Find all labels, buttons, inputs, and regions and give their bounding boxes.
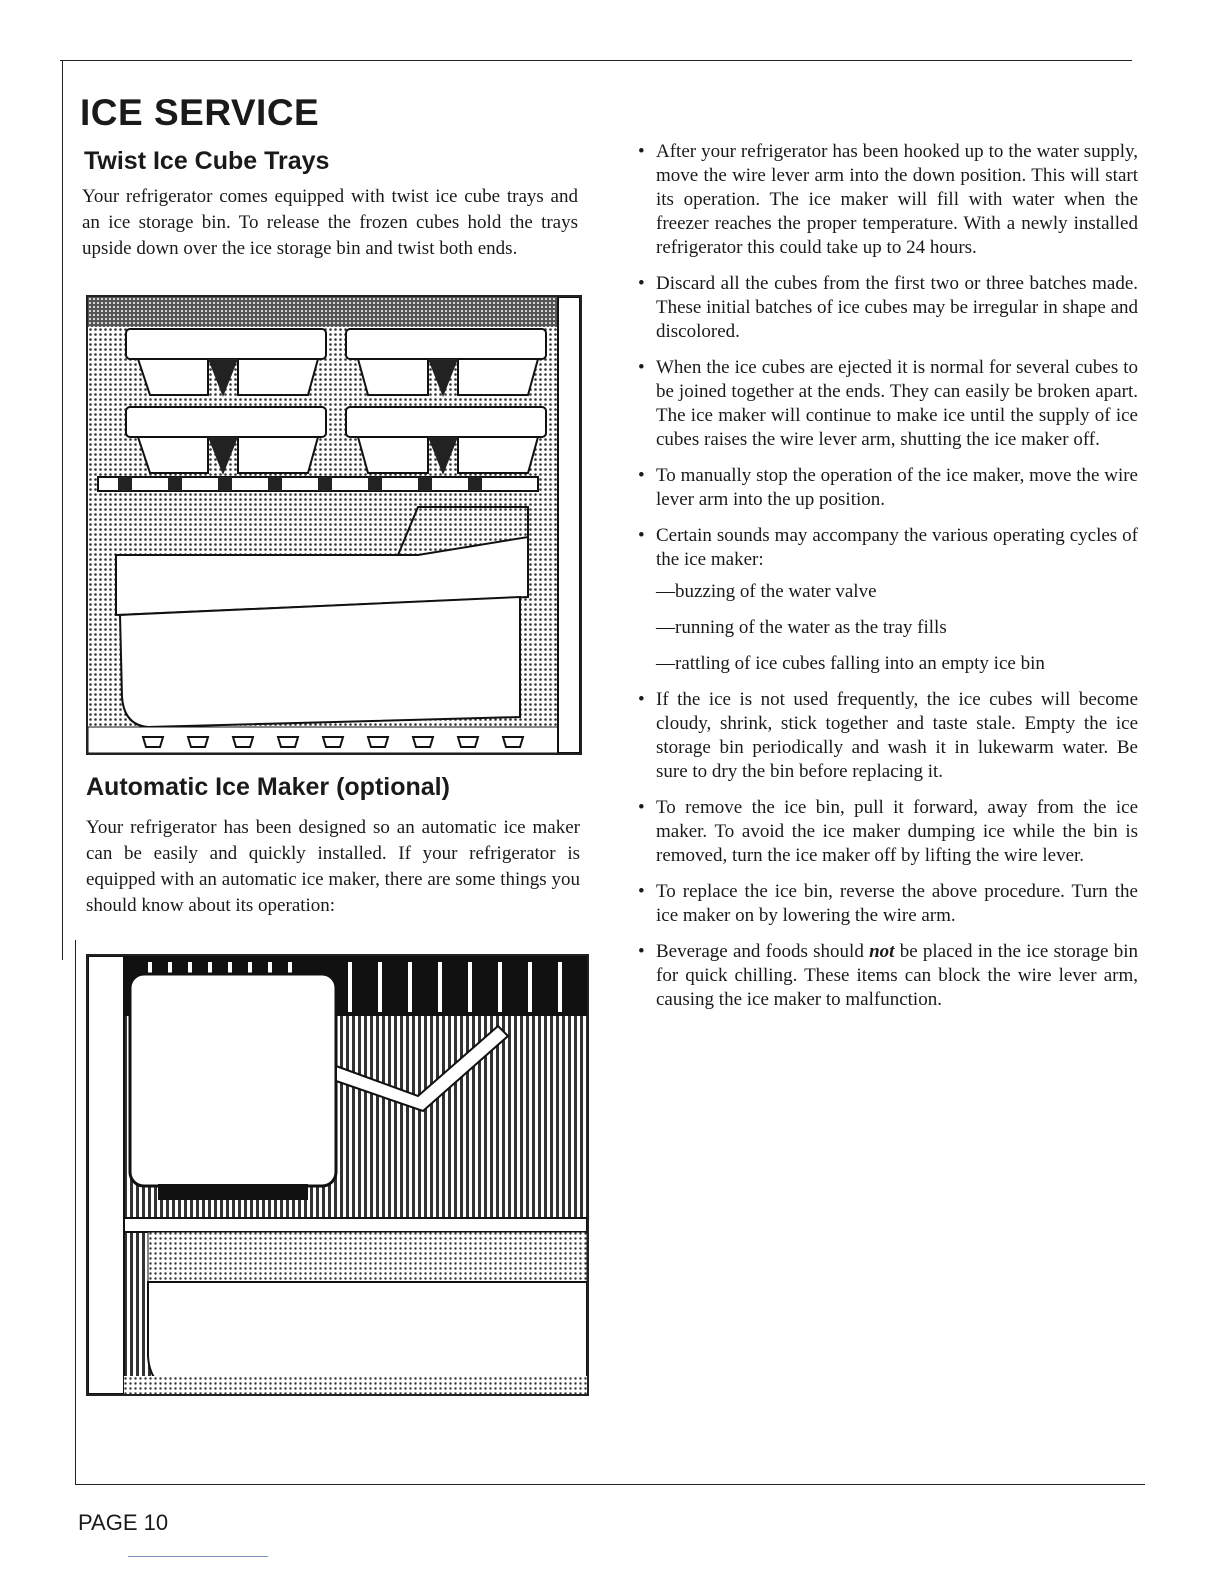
- emphasis-not: not: [869, 941, 895, 962]
- bullet-text: When the ice cubes are ejected it is normal for several cubes to be joined together at the ends. They can easily be broken apart. The ice maker will continue to make ice until the supply of ice cubes raises the wire lever arm, shutting the ice maker off.: [656, 357, 1138, 450]
- top-rule: [60, 60, 1132, 61]
- bullet-text: To remove the ice bin, pull it forward, away from the ice maker. To avoid the ice maker dumping ice while the bin is removed, turn the ice maker off by lifting the wire lever.: [656, 797, 1138, 866]
- bottom-rule: [75, 1484, 1145, 1485]
- list-item: [636, 356, 1138, 452]
- bullet-marker: •: [638, 357, 645, 378]
- left-rule: [62, 60, 63, 960]
- list-item: [636, 940, 1138, 1012]
- bullet-text: Discard all the cubes from the first two or three batches made. These initial batches of ice cubes may be irregular in shape and discolored.: [656, 273, 1138, 342]
- twist-trays-illustration: [86, 295, 582, 755]
- list-item: [636, 880, 1138, 928]
- list-item: [636, 272, 1138, 344]
- bullet-marker: •: [638, 273, 645, 294]
- freezer-trays-drawing: [88, 297, 580, 753]
- automatic-ice-maker-heading: Automatic Ice Maker (optional): [86, 773, 450, 801]
- twist-trays-text: Your refrigerator comes equipped with twist ice cube trays and an ice storage bin. To release the frozen cubes hold the trays upside down over the ice storage bin and twist both ends.: [82, 186, 578, 259]
- list-item: [636, 796, 1138, 868]
- ice-maker-illustration: [86, 954, 589, 1396]
- bullet-marker: •: [638, 141, 645, 162]
- bullet-marker: •: [638, 525, 645, 546]
- ice-maker-drawing: [88, 956, 587, 1394]
- left-rule-lower: [75, 940, 76, 1485]
- sound-item: —buzzing of the water valve: [656, 581, 877, 602]
- sound-item: —rattling of ice cubes falling into an empty ice bin: [656, 653, 1045, 674]
- bullet-marker: •: [638, 881, 645, 902]
- footer-underline: [128, 1556, 268, 1557]
- twist-trays-heading: Twist Ice Cube Trays: [84, 147, 330, 175]
- bullet-text: To replace the ice bin, reverse the above procedure. Turn the ice maker on by lowering the wire arm.: [656, 881, 1138, 926]
- bullet-marker: •: [638, 465, 645, 486]
- bullet-text: Certain sounds may accompany the various operating cycles of the ice maker:: [656, 525, 1138, 570]
- list-item: [636, 140, 1138, 260]
- list-item: [636, 524, 1138, 676]
- bullet-marker: •: [638, 689, 645, 710]
- list-item: [636, 688, 1138, 784]
- bullet-marker: •: [638, 797, 645, 818]
- bullet-text: To manually stop the operation of the ice maker, move the wire lever arm into the up position.: [656, 465, 1138, 510]
- bullet-marker: •: [638, 941, 645, 962]
- page-title: ICE SERVICE: [80, 92, 320, 133]
- sound-item: —running of the water as the tray fills: [656, 617, 947, 638]
- list-item: [636, 464, 1138, 512]
- sounds-list: [656, 580, 1138, 676]
- bullet-text-end: be placed in the ice storage bin for quick chilling. These items can block the wire lever arm, causing the ice maker to malfunction.: [656, 941, 1138, 1010]
- bullet-text: If the ice is not used frequently, the ice cubes will become cloudy, shrink, stick together and taste stale. Empty the ice storage bin periodically and wash it in lukewarm water. Be sure to dry the bin before replacing it.: [656, 689, 1138, 782]
- bullet-text-start: Beverage and foods should: [656, 941, 870, 962]
- ice-maker-bullet-list: [636, 140, 1138, 1024]
- page-number: PAGE 10: [78, 1510, 169, 1535]
- automatic-ice-maker-text: Your refrigerator has been designed so an automatic ice maker can be easily and quickly installed. If your refrigerator is equipped with an automatic ice maker, there are some things you should know about its operation:: [86, 817, 580, 916]
- bullet-text: After your refrigerator has been hooked up to the water supply, move the wire lever arm into the down position. This will start its operation. The ice maker will fill with water when the freezer reaches the proper temperature. With a newly installed refrigerator this could take up to 24 hours.: [656, 141, 1138, 258]
